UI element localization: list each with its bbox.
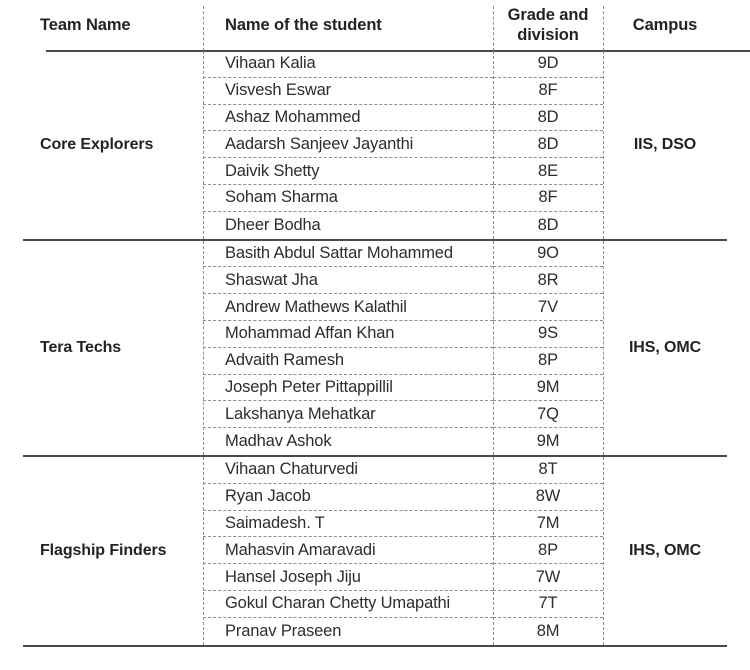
header-divider-3 xyxy=(603,6,604,51)
student-name-cell: Hansel Joseph Jiju xyxy=(203,564,493,591)
column-header-grade-and-division xyxy=(493,6,603,45)
student-name-cell: Pranav Praseen xyxy=(225,621,342,640)
column-header-grade-line-1: Grade and xyxy=(507,6,589,25)
student-name-cell: Shaswat Jha xyxy=(203,267,493,294)
table-body xyxy=(23,51,727,647)
grade-cell: 7M xyxy=(493,511,603,538)
grade-column xyxy=(493,241,603,455)
grade-cell: 8E xyxy=(493,158,603,185)
group-separator-rule xyxy=(23,645,727,647)
grade-column xyxy=(493,457,603,645)
table-inner xyxy=(23,0,727,647)
grade-cell: 8P xyxy=(493,537,603,564)
student-name-cell: Visvesh Eswar xyxy=(203,78,493,105)
grade-cell: 8W xyxy=(493,484,603,511)
grade-cell: 9S xyxy=(493,321,603,348)
header-divider-2 xyxy=(493,6,494,51)
student-name-column xyxy=(203,241,493,455)
student-name-cell: Madhav Ashok xyxy=(225,432,332,451)
grade-cell: 7T xyxy=(493,591,603,618)
header-divider-1 xyxy=(203,6,204,51)
team-name-cell: Core Explorers xyxy=(40,135,154,153)
grade-cell: 8F xyxy=(493,185,603,212)
team-name-cell: Tera Techs xyxy=(40,338,122,356)
student-name-cell: Ryan Jacob xyxy=(203,484,493,511)
team-name-cell: Flagship Finders xyxy=(40,541,167,559)
student-name-cell: Ashaz Mohammed xyxy=(203,105,493,132)
table-header-row xyxy=(23,0,727,51)
grade-cell: 8D xyxy=(537,215,559,234)
grade-cell: 8M xyxy=(536,621,560,640)
grade-cell: 9M xyxy=(536,432,560,451)
team-group xyxy=(23,241,727,455)
student-name-cell: Lakshanya Mehatkar xyxy=(203,401,493,428)
grade-cell: 8T xyxy=(493,457,603,484)
grade-cell: 8D xyxy=(493,131,603,158)
student-name-cell: Vihaan Chaturvedi xyxy=(203,457,493,484)
student-name-cell: Mohammad Affan Khan xyxy=(203,321,493,348)
student-name-cell: Mahasvin Amaravadi xyxy=(203,537,493,564)
grade-cell: 7Q xyxy=(493,401,603,428)
student-name-cell: Daivik Shetty xyxy=(203,158,493,185)
team-group xyxy=(23,51,727,239)
team-group xyxy=(23,457,727,645)
grade-cell: 8R xyxy=(493,267,603,294)
student-name-cell: Andrew Mathews Kalathil xyxy=(203,294,493,321)
student-name-cell: Joseph Peter Pittappillil xyxy=(203,375,493,402)
column-header-grade-line-2: division xyxy=(517,25,579,44)
column-header-team-name: Team Name xyxy=(40,15,131,34)
column-header-student-name: Name of the student xyxy=(225,15,382,34)
grade-cell: 8D xyxy=(493,105,603,132)
grade-cell: 7W xyxy=(493,564,603,591)
student-name-cell: Vihaan Kalia xyxy=(203,51,493,78)
campus-cell: IHS, OMC xyxy=(628,338,702,356)
student-name-column xyxy=(203,51,493,239)
grade-cell: 7V xyxy=(493,294,603,321)
student-name-cell: Gokul Charan Chetty Umapathi xyxy=(203,591,493,618)
grade-cell: 9O xyxy=(493,241,603,268)
grade-cell: 9M xyxy=(493,375,603,402)
grade-cell: 9D xyxy=(493,51,603,78)
grade-cell: 8F xyxy=(493,78,603,105)
student-name-cell: Saimadesh. T xyxy=(203,511,493,538)
student-name-cell: Soham Sharma xyxy=(203,185,493,212)
grade-column xyxy=(493,51,603,239)
student-name-cell: Aadarsh Sanjeev Jayanthi xyxy=(203,131,493,158)
grade-cell: 8P xyxy=(493,348,603,375)
campus-cell: IHS, OMC xyxy=(628,541,702,559)
student-name-cell: Dheer Bodha xyxy=(225,215,321,234)
campus-cell: IIS, DSO xyxy=(633,135,697,153)
student-name-cell: Advaith Ramesh xyxy=(203,348,493,375)
student-name-column xyxy=(203,457,493,645)
column-header-campus: Campus xyxy=(632,15,698,34)
student-name-cell: Basith Abdul Sattar Mohammed xyxy=(203,241,493,268)
